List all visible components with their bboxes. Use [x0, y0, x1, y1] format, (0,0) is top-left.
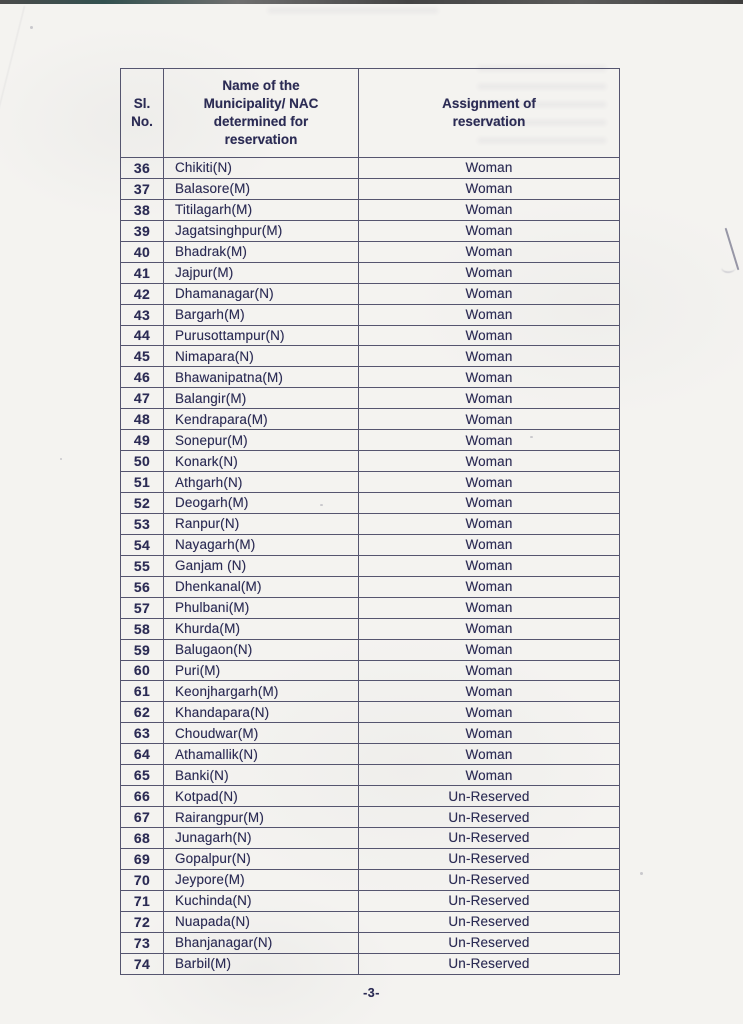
table-cell-reservation: Woman [359, 493, 620, 514]
table-cell-sl: 56 [121, 576, 164, 597]
table-cell-reservation: Woman [359, 283, 620, 304]
table-cell-reservation: Woman [359, 304, 620, 325]
table-cell-reservation: Woman [359, 702, 620, 723]
table-row [121, 325, 620, 346]
table-cell-reservation: Woman [359, 325, 620, 346]
table-cell-sl: 49 [121, 430, 164, 451]
table-cell-name: Puri(M) [164, 660, 359, 681]
table-cell-reservation: Un-Reserved [359, 911, 620, 932]
table-row [121, 848, 620, 869]
table-row [121, 890, 620, 911]
table-row [121, 555, 620, 576]
table-cell-sl: 64 [121, 744, 164, 765]
table-cell-name: Jagatsinghpur(M) [164, 220, 359, 241]
table-cell-sl: 42 [121, 283, 164, 304]
header-municipality-name [164, 69, 359, 158]
table-body [121, 158, 620, 975]
table-cell-reservation: Un-Reserved [359, 828, 620, 849]
table-cell-reservation: Un-Reserved [359, 807, 620, 828]
table-cell-reservation: Woman [359, 388, 620, 409]
table-row [121, 409, 620, 430]
table-cell-reservation: Woman [359, 576, 620, 597]
table-row [121, 241, 620, 262]
table-cell-reservation: Woman [359, 765, 620, 786]
table-cell-sl: 57 [121, 597, 164, 618]
table-cell-sl: 50 [121, 451, 164, 472]
table-cell-sl: 53 [121, 513, 164, 534]
table-cell-sl: 58 [121, 618, 164, 639]
table-cell-name: Kotpad(N) [164, 786, 359, 807]
pen-mark [721, 261, 737, 275]
table-cell-reservation: Un-Reserved [359, 786, 620, 807]
table-row [121, 472, 620, 493]
table-cell-name: Khandapara(N) [164, 702, 359, 723]
table-cell-sl: 67 [121, 807, 164, 828]
table-cell-sl: 48 [121, 409, 164, 430]
table-cell-name: Khurda(M) [164, 618, 359, 639]
table-cell-reservation: Woman [359, 597, 620, 618]
table-cell-sl: 73 [121, 932, 164, 953]
table-cell-reservation: Woman [359, 660, 620, 681]
table-row [121, 158, 620, 179]
table-cell-name: Gopalpur(N) [164, 848, 359, 869]
table-cell-name: Titilagarh(M) [164, 199, 359, 220]
table-cell-sl: 44 [121, 325, 164, 346]
table-cell-sl: 37 [121, 178, 164, 199]
table-cell-name: Balangir(M) [164, 388, 359, 409]
table-cell-name: Nayagarh(M) [164, 534, 359, 555]
table-cell-sl: 72 [121, 911, 164, 932]
table-cell-sl: 62 [121, 702, 164, 723]
table-cell-name: Deogarh(M) [164, 493, 359, 514]
header-assignment-label: Assignment of reservation [442, 96, 536, 129]
table-cell-sl: 66 [121, 786, 164, 807]
table-cell-reservation: Woman [359, 262, 620, 283]
table-cell-reservation: Un-Reserved [359, 890, 620, 911]
table-cell-reservation: Woman [359, 430, 620, 451]
table-row [121, 346, 620, 367]
scan-speck [640, 872, 643, 875]
table-cell-reservation: Woman [359, 513, 620, 534]
table-cell-name: Ranpur(N) [164, 513, 359, 534]
table-cell-reservation: Woman [359, 409, 620, 430]
table-cell-reservation: Un-Reserved [359, 869, 620, 890]
table-cell-name: Kendrapara(M) [164, 409, 359, 430]
table-cell-reservation: Woman [359, 199, 620, 220]
table-cell-name: Dhamanagar(N) [164, 283, 359, 304]
header-municipality-name-label: Name of the Municipality/ NAC determined for reservation [203, 78, 319, 147]
table-cell-sl: 71 [121, 890, 164, 911]
table-row [121, 660, 620, 681]
table-cell-name: Nimapara(N) [164, 346, 359, 367]
table-cell-reservation: Woman [359, 555, 620, 576]
table-cell-name: Phulbani(M) [164, 597, 359, 618]
table-cell-reservation: Woman [359, 220, 620, 241]
table-row [121, 953, 620, 974]
table-row [121, 765, 620, 786]
table-cell-sl: 54 [121, 534, 164, 555]
table-cell-reservation: Woman [359, 723, 620, 744]
table-cell-reservation: Woman [359, 367, 620, 388]
table-cell-name: Banki(N) [164, 765, 359, 786]
table-cell-reservation: Un-Reserved [359, 953, 620, 974]
table-row [121, 199, 620, 220]
table-cell-name: Balasore(M) [164, 178, 359, 199]
table-cell-sl: 36 [121, 158, 164, 179]
table-cell-name: Jajpur(M) [164, 262, 359, 283]
table-cell-name: Choudwar(M) [164, 723, 359, 744]
table-cell-reservation: Woman [359, 681, 620, 702]
table-cell-sl: 38 [121, 199, 164, 220]
table-cell-sl: 39 [121, 220, 164, 241]
table-row [121, 639, 620, 660]
table-cell-name: Ganjam (N) [164, 555, 359, 576]
table-row [121, 430, 620, 451]
table-cell-sl: 61 [121, 681, 164, 702]
table-cell-sl: 46 [121, 367, 164, 388]
table-cell-sl: 65 [121, 765, 164, 786]
table-row [121, 702, 620, 723]
table-cell-sl: 69 [121, 848, 164, 869]
scan-speck [30, 26, 33, 29]
table-cell-sl: 74 [121, 953, 164, 974]
table-cell-name: Purusottampur(N) [164, 325, 359, 346]
table-cell-name: Keonjhargarh(M) [164, 681, 359, 702]
header-sl-no [121, 69, 164, 158]
table-cell-reservation: Woman [359, 618, 620, 639]
table-cell-reservation: Woman [359, 178, 620, 199]
table-cell-reservation: Woman [359, 451, 620, 472]
table-cell-sl: 40 [121, 241, 164, 262]
table-cell-reservation: Woman [359, 744, 620, 765]
table-cell-name: Athgarh(N) [164, 472, 359, 493]
table-cell-reservation: Un-Reserved [359, 932, 620, 953]
table-row [121, 513, 620, 534]
table-cell-sl: 59 [121, 639, 164, 660]
table-cell-name: Athamallik(N) [164, 744, 359, 765]
reservation-table [120, 68, 620, 975]
table-cell-name: Junagarh(N) [164, 828, 359, 849]
table-cell-name: Bhanjanagar(N) [164, 932, 359, 953]
table-cell-name: Barbil(M) [164, 953, 359, 974]
table-cell-name: Dhenkanal(M) [164, 576, 359, 597]
table-row [121, 534, 620, 555]
header-assignment [359, 69, 620, 158]
table-cell-name: Sonepur(M) [164, 430, 359, 451]
table-row [121, 807, 620, 828]
scanner-edge-strip [0, 0, 743, 4]
table-cell-reservation: Woman [359, 241, 620, 262]
table-cell-sl: 52 [121, 493, 164, 514]
table-cell-reservation: Woman [359, 158, 620, 179]
table-cell-name: Bhadrak(M) [164, 241, 359, 262]
table-row [121, 262, 620, 283]
table-cell-sl: 47 [121, 388, 164, 409]
table-header-row [121, 69, 620, 158]
table-cell-name: Rairangpur(M) [164, 807, 359, 828]
table-cell-reservation: Woman [359, 346, 620, 367]
table-cell-reservation: Woman [359, 472, 620, 493]
table-row [121, 681, 620, 702]
scan-speck [60, 458, 62, 460]
table-row [121, 367, 620, 388]
table-row [121, 618, 620, 639]
table-row [121, 932, 620, 953]
table-row [121, 493, 620, 514]
table-row [121, 283, 620, 304]
table-cell-sl: 41 [121, 262, 164, 283]
table-row [121, 597, 620, 618]
table-cell-sl: 63 [121, 723, 164, 744]
table-cell-sl: 70 [121, 869, 164, 890]
table-row [121, 178, 620, 199]
table-row [121, 911, 620, 932]
table-header [121, 69, 620, 158]
table-cell-name: Konark(N) [164, 451, 359, 472]
table-cell-name: Nuapada(N) [164, 911, 359, 932]
table-cell-reservation: Un-Reserved [359, 848, 620, 869]
table-cell-name: Balugaon(N) [164, 639, 359, 660]
header-sl-no-label: Sl. No. [131, 96, 153, 129]
paper-crease [0, 6, 25, 152]
table-row [121, 744, 620, 765]
bleed-through-ghost [268, 8, 438, 24]
page-number: -3- [363, 986, 380, 1000]
table-cell-name: Bargarh(M) [164, 304, 359, 325]
table-row [121, 869, 620, 890]
table-row [121, 220, 620, 241]
table-row [121, 576, 620, 597]
table-row [121, 304, 620, 325]
table-cell-name: Kuchinda(N) [164, 890, 359, 911]
table-cell-sl: 45 [121, 346, 164, 367]
table-cell-sl: 68 [121, 828, 164, 849]
table-cell-sl: 60 [121, 660, 164, 681]
table-cell-name: Chikiti(N) [164, 158, 359, 179]
table-cell-sl: 55 [121, 555, 164, 576]
table-row [121, 388, 620, 409]
table-row [121, 451, 620, 472]
table-row [121, 828, 620, 849]
table-cell-reservation: Woman [359, 534, 620, 555]
table-cell-reservation: Woman [359, 639, 620, 660]
table-row [121, 786, 620, 807]
table-row [121, 723, 620, 744]
table-cell-name: Bhawanipatna(M) [164, 367, 359, 388]
table-cell-sl: 51 [121, 472, 164, 493]
table-cell-name: Jeypore(M) [164, 869, 359, 890]
table-cell-sl: 43 [121, 304, 164, 325]
